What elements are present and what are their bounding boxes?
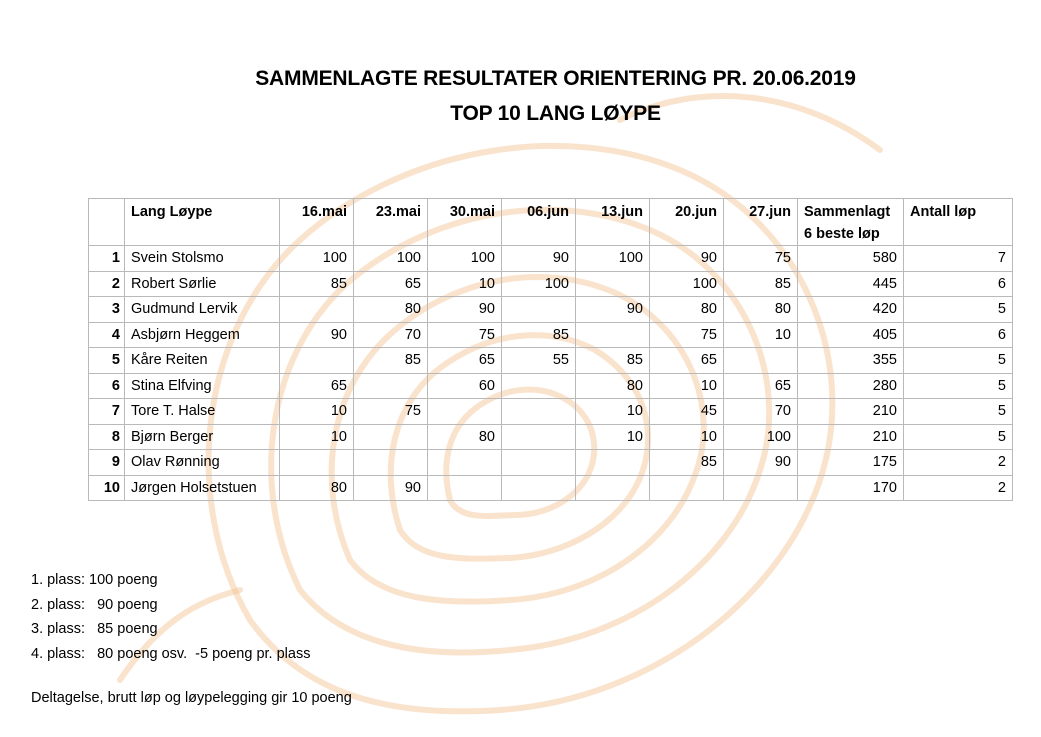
score-cell: 10 xyxy=(280,399,354,425)
score-cell xyxy=(354,450,428,476)
score-cell: 80 xyxy=(724,297,798,323)
race-count-cell: 5 xyxy=(904,297,1013,323)
note-line xyxy=(31,568,310,593)
header-rank xyxy=(89,199,125,246)
score-cell: 90 xyxy=(576,297,650,323)
score-cell: 100 xyxy=(576,246,650,272)
total-cell: 175 xyxy=(798,450,904,476)
score-cell: 85 xyxy=(280,271,354,297)
race-count-cell: 5 xyxy=(904,399,1013,425)
note-value: 100 poeng xyxy=(89,572,158,588)
score-cell: 100 xyxy=(650,271,724,297)
score-cell xyxy=(502,475,576,501)
score-cell: 100 xyxy=(724,424,798,450)
score-cell xyxy=(576,322,650,348)
score-cell xyxy=(576,475,650,501)
score-cell: 100 xyxy=(280,246,354,272)
runner-name-cell: Robert Sørlie xyxy=(125,271,280,297)
note-label: 1. plass: xyxy=(31,572,85,588)
table-row xyxy=(89,450,1013,476)
total-cell: 580 xyxy=(798,246,904,272)
score-cell: 100 xyxy=(502,271,576,297)
rank-cell: 2 xyxy=(89,271,125,297)
header-sum-line1: Sammenlagt xyxy=(804,204,891,220)
score-cell: 10 xyxy=(428,271,502,297)
header-date: 23.mai xyxy=(354,199,428,246)
score-cell: 10 xyxy=(576,424,650,450)
points-notes xyxy=(31,568,310,666)
note-line xyxy=(31,593,310,618)
note-line xyxy=(31,642,310,667)
score-cell: 70 xyxy=(724,399,798,425)
score-cell: 90 xyxy=(724,450,798,476)
score-cell: 90 xyxy=(428,297,502,323)
table-row xyxy=(89,424,1013,450)
rank-cell: 4 xyxy=(89,322,125,348)
score-cell: 65 xyxy=(280,373,354,399)
score-cell: 10 xyxy=(650,373,724,399)
note-value: 90 poeng xyxy=(97,596,158,613)
page-subtitle: TOP 10 LANG LØYPE xyxy=(450,102,661,125)
score-cell xyxy=(576,450,650,476)
score-cell xyxy=(502,297,576,323)
score-cell xyxy=(724,348,798,374)
score-cell: 85 xyxy=(354,348,428,374)
score-cell: 85 xyxy=(576,348,650,374)
runner-name-cell: Tore T. Halse xyxy=(125,399,280,425)
header-date: 20.jun xyxy=(650,199,724,246)
runner-name-cell: Stina Elfving xyxy=(125,373,280,399)
table-row xyxy=(89,399,1013,425)
score-cell: 100 xyxy=(354,246,428,272)
runner-name-cell: Svein Stolsmo xyxy=(125,246,280,272)
score-cell: 45 xyxy=(650,399,724,425)
total-cell: 445 xyxy=(798,271,904,297)
header-date: 13.jun xyxy=(576,199,650,246)
total-cell: 420 xyxy=(798,297,904,323)
score-cell xyxy=(502,373,576,399)
note-label: 2. plass: xyxy=(31,596,85,613)
header-sum-line2: 6 beste løp xyxy=(804,226,880,242)
table-row xyxy=(89,322,1013,348)
score-cell: 80 xyxy=(650,297,724,323)
table-row xyxy=(89,373,1013,399)
total-cell: 210 xyxy=(798,424,904,450)
total-cell: 210 xyxy=(798,399,904,425)
score-cell xyxy=(354,373,428,399)
note-value: 80 poeng osv. -5 poeng pr. plass xyxy=(97,645,311,662)
table-row xyxy=(89,297,1013,323)
total-cell: 355 xyxy=(798,348,904,374)
table-row xyxy=(89,348,1013,374)
score-cell xyxy=(502,399,576,425)
score-cell: 75 xyxy=(428,322,502,348)
race-count-cell: 5 xyxy=(904,348,1013,374)
header-name: Lang Løype xyxy=(125,199,280,246)
score-cell xyxy=(650,475,724,501)
header-date: 16.mai xyxy=(280,199,354,246)
footnote: Deltagelse, brutt løp og løypelegging gir 10 poeng xyxy=(31,690,352,706)
rank-cell: 5 xyxy=(89,348,125,374)
score-cell: 65 xyxy=(724,373,798,399)
score-cell xyxy=(502,450,576,476)
score-cell xyxy=(502,424,576,450)
score-cell: 90 xyxy=(502,246,576,272)
race-count-cell: 2 xyxy=(904,450,1013,476)
rank-cell: 9 xyxy=(89,450,125,476)
note-value: 85 poeng xyxy=(97,621,158,637)
score-cell: 75 xyxy=(650,322,724,348)
score-cell: 65 xyxy=(650,348,724,374)
total-cell: 170 xyxy=(798,475,904,501)
score-cell: 80 xyxy=(354,297,428,323)
score-cell: 85 xyxy=(724,271,798,297)
runner-name-cell: Gudmund Lervik xyxy=(125,297,280,323)
rank-cell: 10 xyxy=(89,475,125,501)
note-label: 3. plass: xyxy=(31,621,85,637)
table-row xyxy=(89,475,1013,501)
race-count-cell: 5 xyxy=(904,424,1013,450)
results-table xyxy=(88,198,1013,501)
score-cell: 70 xyxy=(354,322,428,348)
runner-name-cell: Asbjørn Heggem xyxy=(125,322,280,348)
rank-cell: 1 xyxy=(89,246,125,272)
page-title: SAMMENLAGTE RESULTATER ORIENTERING PR. 20.06.2019 xyxy=(255,67,856,90)
score-cell: 10 xyxy=(280,424,354,450)
rank-cell: 6 xyxy=(89,373,125,399)
race-count-cell: 2 xyxy=(904,475,1013,501)
score-cell: 90 xyxy=(354,475,428,501)
score-cell: 10 xyxy=(724,322,798,348)
score-cell: 55 xyxy=(502,348,576,374)
score-cell: 90 xyxy=(280,322,354,348)
header-count: Antall løp xyxy=(904,199,1013,246)
total-cell: 405 xyxy=(798,322,904,348)
score-cell: 85 xyxy=(502,322,576,348)
score-cell: 80 xyxy=(576,373,650,399)
race-count-cell: 7 xyxy=(904,246,1013,272)
score-cell: 60 xyxy=(428,373,502,399)
score-cell xyxy=(428,450,502,476)
score-cell xyxy=(428,475,502,501)
runner-name-cell: Kåre Reiten xyxy=(125,348,280,374)
note-label: 4. plass: xyxy=(31,645,85,662)
table-row xyxy=(89,271,1013,297)
race-count-cell: 6 xyxy=(904,322,1013,348)
race-count-cell: 5 xyxy=(904,373,1013,399)
runner-name-cell: Olav Rønning xyxy=(125,450,280,476)
score-cell: 10 xyxy=(576,399,650,425)
score-cell xyxy=(280,348,354,374)
score-cell xyxy=(428,399,502,425)
header-sum xyxy=(798,199,904,246)
score-cell: 80 xyxy=(280,475,354,501)
runner-name-cell: Bjørn Berger xyxy=(125,424,280,450)
score-cell xyxy=(354,424,428,450)
score-cell: 100 xyxy=(428,246,502,272)
note-line xyxy=(31,617,310,642)
runner-name-cell: Jørgen Holsetstuen xyxy=(125,475,280,501)
score-cell xyxy=(724,475,798,501)
rank-cell: 3 xyxy=(89,297,125,323)
header-date: 30.mai xyxy=(428,199,502,246)
score-cell: 80 xyxy=(428,424,502,450)
score-cell xyxy=(576,271,650,297)
rank-cell: 8 xyxy=(89,424,125,450)
score-cell: 90 xyxy=(650,246,724,272)
score-cell: 10 xyxy=(650,424,724,450)
score-cell: 85 xyxy=(650,450,724,476)
table-row xyxy=(89,246,1013,272)
score-cell: 65 xyxy=(428,348,502,374)
score-cell xyxy=(280,297,354,323)
score-cell xyxy=(280,450,354,476)
score-cell: 75 xyxy=(354,399,428,425)
race-count-cell: 6 xyxy=(904,271,1013,297)
total-cell: 280 xyxy=(798,373,904,399)
header-date: 27.jun xyxy=(724,199,798,246)
score-cell: 65 xyxy=(354,271,428,297)
rank-cell: 7 xyxy=(89,399,125,425)
table-header-row xyxy=(89,199,1013,246)
score-cell: 75 xyxy=(724,246,798,272)
header-date: 06.jun xyxy=(502,199,576,246)
